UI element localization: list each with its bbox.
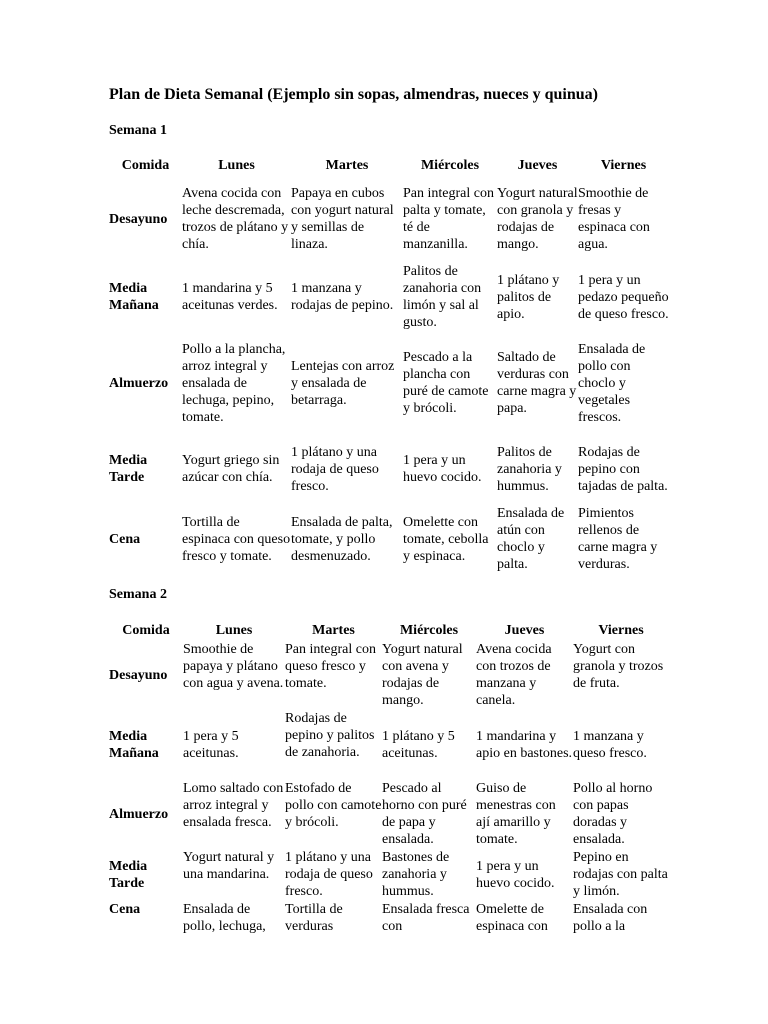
header-comida: Comida	[122, 622, 170, 638]
table-row	[109, 780, 669, 849]
table-cell: Pepino en rodajas con palta y limón.	[573, 850, 668, 899]
table-cell: 1 mandarina y 5 aceitunas verdes.	[182, 281, 278, 313]
table-cell: Yogurt griego sin azúcar con chía.	[182, 453, 280, 485]
table-cell: 1 plátano y 5 aceitunas.	[382, 729, 455, 761]
document-title: Plan de Dieta Semanal (Ejemplo sin sopas, almendras, nueces y quinua)	[109, 86, 598, 103]
table-cell: Rodajas de pepino con tajadas de palta.	[578, 444, 668, 494]
table-row	[109, 641, 669, 710]
table-cell: Tortilla de espinaca con queso fresco y tomate.	[182, 514, 291, 564]
table-cell: Lentejas con arroz y ensalada de betarraga.	[291, 358, 395, 408]
table-cell: Ensalada de palta, tomate, y pollo desmenuzado.	[291, 514, 393, 564]
header-miercoles: Miércoles	[399, 622, 459, 638]
table-cell: Papaya en cubos con yogurt natural y semillas de linaza.	[291, 186, 394, 252]
week2-header-row	[109, 619, 669, 641]
table-cell: Saltado de verduras con carne magra y papa.	[497, 350, 577, 416]
table-cell: Palitos de zanahoria y hummus.	[497, 444, 562, 494]
meal-media-tarde: Media Tarde	[109, 859, 148, 891]
week1-table	[109, 154, 669, 574]
table-cell: Pan integral con queso fresco y tomate.	[285, 642, 376, 691]
week2-label: Semana 2	[109, 587, 167, 602]
meal-almuerzo: Almuerzo	[109, 807, 169, 822]
table-cell: Avena cocida con leche descremada, trozos de plátano y chía.	[182, 186, 289, 252]
header-martes: Martes	[312, 622, 355, 638]
meal-desayuno: Desayuno	[109, 668, 168, 683]
table-cell: Smoothie de fresas y espinaca con agua.	[578, 186, 650, 252]
meal-media-manana: Media Mañana	[109, 729, 159, 761]
meal-media-manana: Media Mañana	[109, 281, 159, 313]
table-cell: Palitos de zanahoria con limón y sal al gusto.	[403, 264, 482, 330]
table-cell: Ensalada fresca con	[382, 902, 470, 934]
table-cell: Pescado al horno con puré de papa y ensalada.	[382, 781, 467, 847]
meal-cena: Cena	[109, 902, 141, 917]
table-row	[109, 504, 669, 574]
header-jueves: Jueves	[517, 157, 558, 173]
table-cell: Omelette con tomate, cebolla y espinaca.	[403, 514, 489, 564]
table-cell: 1 pera y un huevo cocido.	[476, 859, 555, 891]
table-cell: 1 manzana y rodajas de pepino.	[291, 281, 394, 313]
table-cell: Smoothie de papaya y plátano con agua y avena.	[183, 642, 284, 691]
table-row	[109, 849, 669, 901]
table-row	[109, 710, 669, 780]
table-row	[109, 332, 669, 434]
table-cell: Rodajas de pepino y palitos de zanahoria.	[285, 711, 375, 760]
table-row	[109, 176, 669, 262]
header-viernes: Viernes	[598, 622, 644, 638]
table-cell: 1 plátano y palitos de apio.	[497, 272, 560, 322]
header-viernes: Viernes	[600, 157, 647, 173]
meal-almuerzo: Almuerzo	[109, 375, 169, 391]
table-cell: Ensalada de atún con choclo y palta.	[497, 506, 565, 572]
table-cell: Yogurt natural con avena y rodajas de mango.	[382, 642, 463, 708]
table-cell: Pimientos rellenos de carne magra y verduras.	[578, 506, 658, 572]
table-cell: 1 pera y un pedazo pequeño de queso fresco.	[578, 272, 669, 322]
week1-header-row	[109, 154, 669, 176]
header-lunes: Lunes	[215, 622, 253, 638]
table-cell: Ensalada de pollo con choclo y vegetales frescos.	[578, 341, 646, 425]
table-cell: 1 plátano y una rodaja de queso fresco.	[285, 850, 373, 899]
week2-table	[109, 619, 669, 937]
header-comida: Comida	[121, 157, 170, 173]
table-row	[109, 434, 669, 504]
table-cell: Pollo al horno con papas doradas y ensalada.	[573, 781, 653, 847]
header-miercoles: Miércoles	[420, 157, 480, 173]
table-cell: Lomo saltado con arroz integral y ensalada fresca.	[183, 781, 284, 830]
table-cell: 1 pera y un huevo cocido.	[403, 453, 482, 485]
table-cell: Estofado de pollo con camote y brócoli.	[285, 781, 382, 830]
meal-desayuno: Desayuno	[109, 211, 168, 227]
week1-label: Semana 1	[109, 123, 167, 138]
table-row	[109, 262, 669, 332]
table-cell: Yogurt natural con granola y rodajas de mango.	[497, 186, 578, 252]
table-cell: 1 mandarina y apio en bastones.	[476, 729, 573, 761]
table-cell: Ensalada de pollo, lechuga,	[183, 902, 266, 934]
table-cell: Pollo a la plancha, arroz integral y ensalada de lechuga, pepino, tomate.	[182, 341, 286, 425]
meal-media-tarde: Media Tarde	[109, 453, 148, 485]
table-cell: Pescado a la plancha con puré de camote y brócoli.	[403, 350, 489, 416]
table-cell: Yogurt natural y una mandarina.	[183, 850, 275, 882]
table-cell: Ensalada con pollo a la	[573, 902, 648, 934]
table-cell: Avena cocida con trozos de manzana y canela.	[476, 642, 552, 708]
table-cell: 1 manzana y queso fresco.	[573, 729, 647, 761]
table-cell: 1 plátano y una rodaja de queso fresco.	[291, 444, 379, 494]
header-martes: Martes	[325, 157, 369, 173]
table-cell: Omelette de espinaca con	[476, 902, 548, 934]
table-cell: Tortilla de verduras	[285, 902, 343, 934]
table-row	[109, 901, 669, 937]
table-cell: Pan integral con palta y tomate, té de manzanilla.	[403, 186, 494, 252]
header-lunes: Lunes	[218, 157, 255, 173]
header-jueves: Jueves	[504, 622, 545, 638]
table-cell: Bastones de zanahoria y hummus.	[382, 850, 450, 899]
table-cell: Guiso de menestras con ají amarillo y tomate.	[476, 781, 556, 847]
meal-cena: Cena	[109, 531, 141, 547]
table-cell: Yogurt con granola y trozos de fruta.	[573, 642, 664, 691]
table-cell: 1 pera y 5 aceitunas.	[183, 729, 239, 761]
